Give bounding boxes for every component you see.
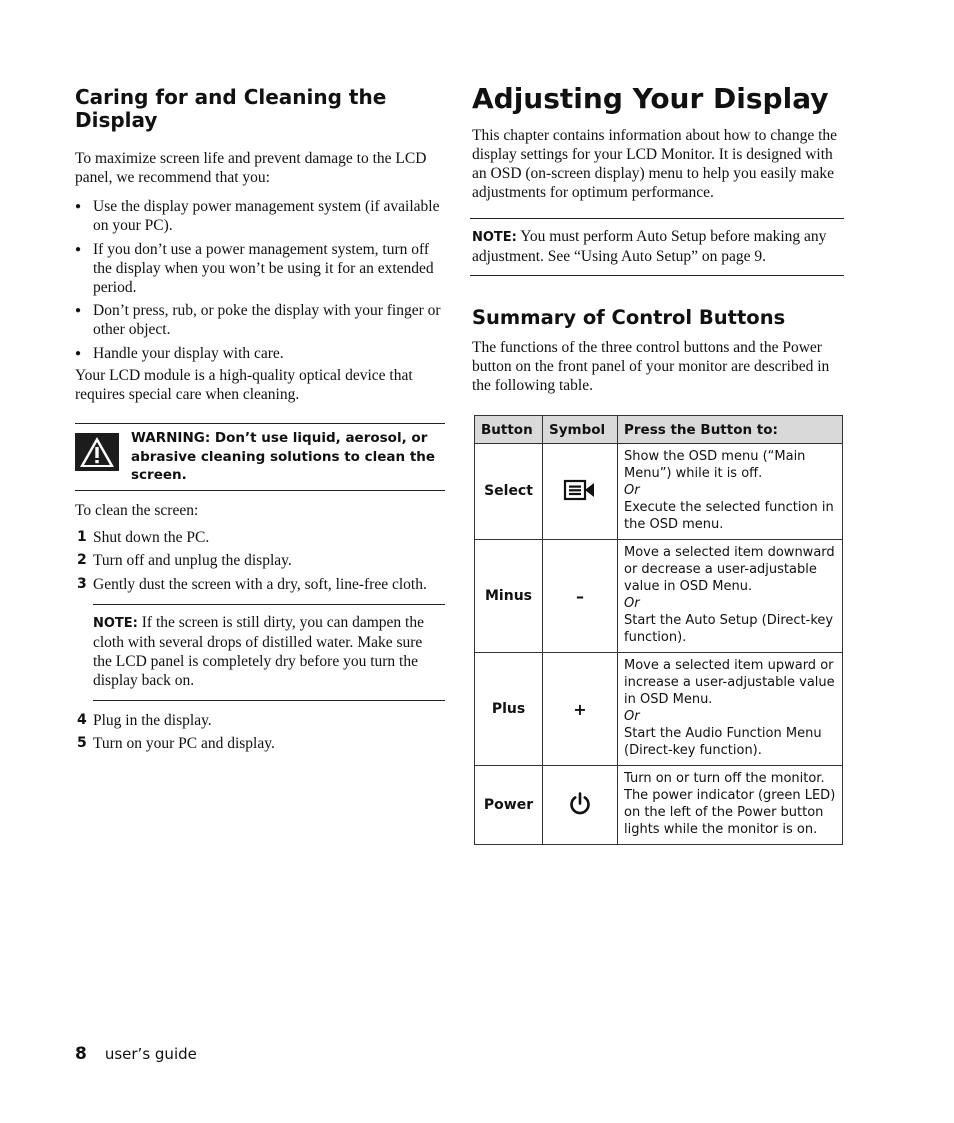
description-cell	[618, 653, 843, 766]
description-text: Start the Auto Setup (Direct-key function).	[624, 613, 834, 645]
description-text: Move a selected item upward or increase a user-adjustable value in OSD Menu.	[624, 658, 835, 707]
list-item	[75, 528, 445, 547]
cleaning-note	[93, 604, 445, 701]
module-text: Your LCD module is a high-quality optical device that requires special care when cleaning.	[75, 367, 413, 403]
warning-text: WARNING: Don’t use liquid, aerosol, or abrasive cleaning solutions to clean the screen.	[131, 430, 436, 483]
note-label: NOTE:	[472, 230, 517, 245]
step-text: Turn off and unplug the display.	[93, 552, 292, 569]
note-text: You must perform Auto Setup before making any adjustment. See “Using Auto Setup” on page 9.	[472, 228, 827, 265]
button-name: Plus	[475, 653, 543, 766]
left-column	[75, 86, 445, 758]
table-row	[475, 540, 843, 653]
symbol-cell	[543, 444, 618, 540]
step-number: 1	[77, 528, 87, 545]
cleaning-steps	[75, 528, 445, 594]
or-text: Or	[624, 596, 640, 611]
plus-symbol: +	[543, 653, 618, 766]
step-text: Shut down the PC.	[93, 528, 210, 546]
cleaning-steps-continued	[75, 711, 445, 754]
page-footer	[75, 1044, 197, 1064]
note-text: If the screen is still dirty, you can dampen the cloth with several drops of distilled water. Make sure the LCD panel is completely dry before you turn the display back on.	[93, 613, 424, 689]
step-text: Turn on your PC and display.	[93, 735, 275, 752]
note-label: NOTE:	[93, 615, 138, 631]
summary-text: The functions of the three control buttons and the Power button on the front panel of your monitor are described in the following table.	[472, 339, 830, 394]
minus-symbol: –	[543, 540, 618, 653]
step-number: 4	[77, 711, 87, 728]
warning-box	[75, 423, 445, 491]
description-cell	[618, 766, 843, 845]
or-text: Or	[624, 709, 640, 724]
table-row	[475, 444, 843, 540]
caring-intro: To maximize screen life and prevent damage to the LCD panel, we recommend that you:	[75, 150, 427, 186]
button-name: Select	[475, 444, 543, 540]
caring-heading: Caring for and Cleaning the Display	[75, 85, 387, 132]
power-icon	[567, 802, 593, 821]
control-buttons-table	[474, 415, 843, 845]
or-text: Or	[624, 483, 640, 498]
list-item: ● Use the display power management system (if available on your PC).	[75, 197, 445, 235]
description-text: Start the Audio Function Menu (Direct-key function).	[624, 726, 822, 758]
list-item	[75, 734, 445, 753]
description-text: Turn on or turn off the monitor. The power indicator (green LED) on the left of the Power button lights while the monitor is on.	[624, 771, 836, 837]
col-header-symbol: Symbol	[543, 416, 618, 444]
chapter-intro: This chapter contains information about how to change the display settings for your LCD Monitor. It is designed with an OSD (on-screen display) menu to help you easily make adjustments for optimum performance.	[472, 127, 838, 201]
step-text: Gently dust the screen with a dry, soft, line-free cloth.	[93, 575, 427, 593]
list-item	[75, 711, 445, 730]
description-text: Move a selected item downward or decrease a user-adjustable value in OSD Menu.	[624, 545, 835, 594]
list-item: ● Handle your display with care.	[75, 344, 445, 363]
table-row	[475, 653, 843, 766]
button-name: Minus	[475, 540, 543, 653]
step-number: 5	[77, 735, 87, 751]
clean-intro: To clean the screen:	[75, 501, 199, 519]
list-item	[75, 551, 445, 570]
symbol-cell	[543, 766, 618, 845]
auto-setup-note	[470, 218, 844, 276]
warning-icon	[75, 433, 119, 471]
step-number: 3	[77, 575, 87, 592]
summary-heading: Summary of Control Buttons	[472, 306, 786, 329]
step-number: 2	[77, 552, 87, 568]
button-name: Power	[475, 766, 543, 845]
list-item	[75, 575, 445, 594]
table-header-row	[475, 416, 843, 444]
list-item: ● If you don’t use a power management system, turn off the display when you won’t be using it for an extended period.	[75, 240, 445, 297]
col-header-press: Press the Button to:	[618, 416, 843, 444]
page-number: 8	[75, 1044, 87, 1064]
description-cell	[618, 540, 843, 653]
right-column	[472, 82, 844, 845]
list-item: ● Don’t press, rub, or poke the display with your finger or other object.	[75, 301, 445, 339]
page-title: Adjusting Your Display	[472, 82, 829, 115]
table-row	[475, 766, 843, 845]
footer-label: user’s guide	[104, 1045, 197, 1063]
col-header-button: Button	[475, 416, 543, 444]
select-osd-icon	[563, 487, 597, 506]
description-text: Show the OSD menu (“Main Menu”) while it is off.	[624, 449, 806, 481]
step-text: Plug in the display.	[93, 711, 212, 729]
description-text: Execute the selected function in the OSD menu.	[624, 500, 834, 532]
caring-bullet-list	[75, 197, 445, 363]
description-cell	[618, 444, 843, 540]
